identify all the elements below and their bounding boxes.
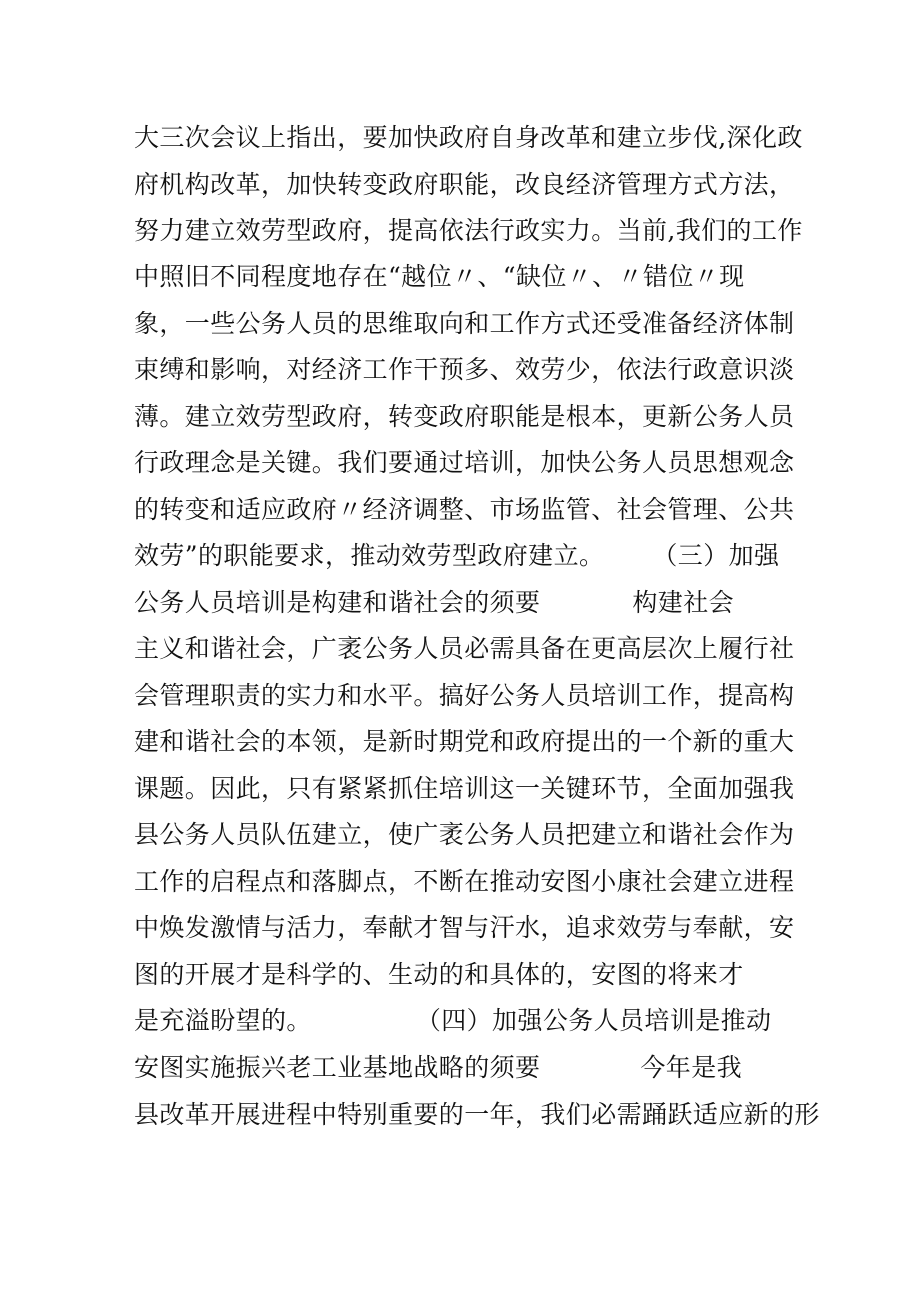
- text-line-2: 府机构改革，加快转变政府职能，改良经济管理方式方法，: [134, 170, 795, 199]
- text-line-8: 行政理念是关键。我们要通过培训，加快公务人员思想观念: [134, 448, 795, 477]
- text-line-10: [134, 536, 779, 576]
- text-line-13: 会管理职责的实力和水平。搞好公务人员培训工作，提高构: [134, 681, 795, 710]
- text-line-21-tail: 今年是我: [640, 1053, 743, 1082]
- text-line-11: [134, 583, 734, 623]
- text-line-9: 的转变和适应政府〃经济调整、市场监管、社会管理、公共: [134, 495, 795, 524]
- text-line-17: 工作的启程点和落脚点，不断在推动安图小康社会建立进程: [134, 867, 795, 896]
- text-line-20: [134, 1001, 771, 1041]
- text-line-21: [134, 1048, 742, 1088]
- text-line-10-main: 效劳”的职能要求，推动效劳型政府建立。: [134, 541, 605, 570]
- section-heading-4-rest: 安图实施振兴老工业基地战略的须要: [134, 1053, 541, 1082]
- section-heading-4: （四）加强公务人员培训是推动: [415, 1006, 772, 1035]
- text-line-18: 中焕发激情与活力，奉献才智与汗水，追求效劳与奉献，安: [134, 913, 795, 942]
- text-line-4: 中照旧不同程度地存在“越位〃、“缺位〃、〃错位〃现: [134, 262, 745, 291]
- text-line-20-main: 是充溢盼望的。: [134, 1006, 312, 1035]
- text-line-7: 薄。建立效劳型政府，转变政府职能是根本，更新公务人员: [134, 402, 795, 431]
- text-line-6: 束缚和影响，对经济工作干预多、效劳少，依法行政意识淡: [134, 355, 795, 384]
- text-line-14: 建和谐社会的本领，是新时期党和政府提出的一个新的重大: [134, 727, 795, 756]
- text-line-3: 努力建立效劳型政府，提高依法行政实力。当前,我们的工作: [134, 216, 803, 245]
- section-heading-3: （三）加强: [652, 541, 780, 570]
- text-line-19: 图的开展才是科学的、生动的和具体的，安图的将来才: [134, 960, 744, 989]
- text-line-5: 象，一些公务人员的思维取向和工作方式还受准备经济体制: [134, 309, 795, 338]
- text-line-11-tail: 构建社会: [632, 588, 735, 617]
- section-heading-3-rest: 公务人员培训是构建和谐社会的须要: [134, 588, 541, 617]
- text-line-15: 课题。因此，只有紧紧抓住培训这一关键环节，全面加强我: [134, 774, 795, 803]
- text-line-22: 县改革开展进程中特别重要的一年，我们必需踊跃适应新的形: [134, 1100, 820, 1129]
- text-line-12: 主义和谐社会，广袤公务人员必需具备在更高层次上履行社: [134, 634, 795, 663]
- text-line-16: 县公务人员队伍建立，使广袤公务人员把建立和谐社会作为: [134, 820, 795, 849]
- text-line-1: 大三次会议上指出，要加快政府自身改革和建立步伐,深化政: [134, 123, 803, 152]
